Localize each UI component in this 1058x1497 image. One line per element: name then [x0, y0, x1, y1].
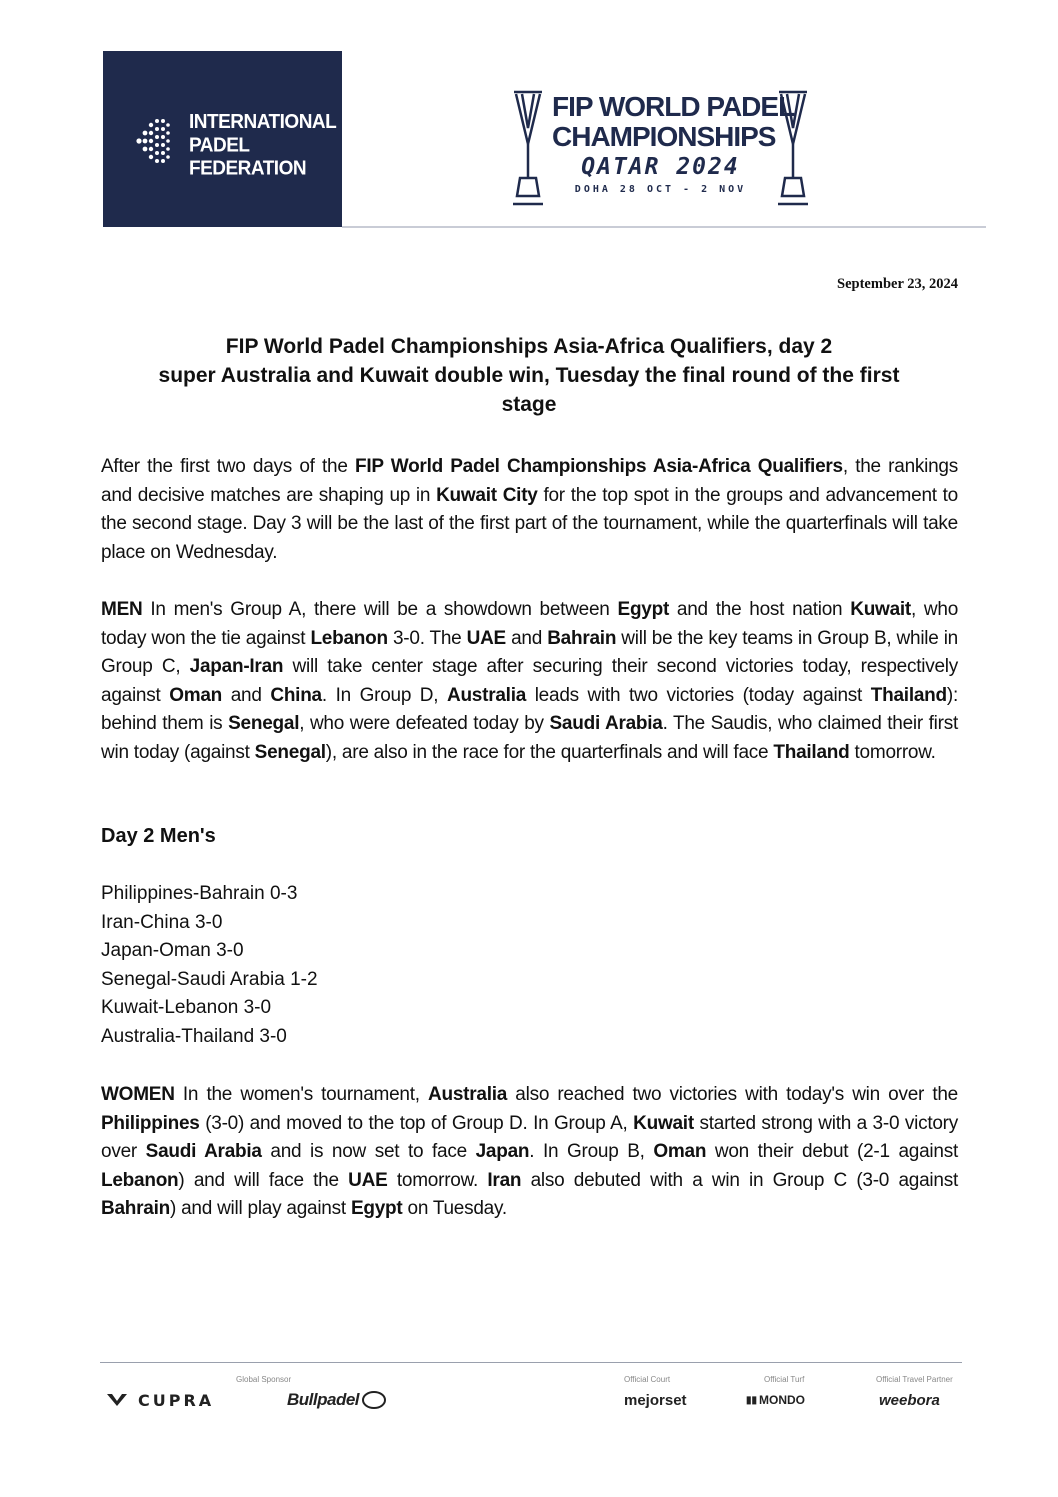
- bold-text-run: MEN: [101, 599, 143, 620]
- sponsor-caption: Official Travel Partner: [876, 1375, 953, 1384]
- text-run: ): behind them is: [101, 684, 958, 735]
- bold-text-run: Thailand: [773, 741, 850, 763]
- text-run: After the first two days of the: [101, 456, 355, 477]
- ipf-word-3: FEDERATION: [189, 157, 307, 180]
- text-run: and: [505, 627, 548, 649]
- championship-logo: [508, 88, 813, 214]
- text-run: for the top spot in the groups and advancement to the second stage. Day 3 will be the last of the first part of the tournament, while the quarterfinals will take place on Wednesday.: [101, 484, 958, 563]
- title-line-1: FIP World Padel Championships Asia-Africa Qualifiers, day 2: [225, 335, 833, 358]
- title-line-3: stage: [501, 393, 557, 416]
- bold-text-run: Egypt: [617, 599, 670, 620]
- text-run: , who today won the tie against: [101, 599, 959, 649]
- bold-text-run: Lebanon: [310, 627, 388, 649]
- bold-text-run: UAE: [466, 627, 506, 649]
- ipf-word-2: PADEL: [189, 134, 250, 157]
- text-run: In men's Group A, there will be a showdown between: [142, 599, 618, 620]
- bold-text-run: Philippines: [101, 1112, 200, 1134]
- result-item: Kuwait-Lebanon 3-0: [101, 997, 272, 1019]
- results-list: [101, 880, 318, 1052]
- cupra-emblem-icon: [106, 1393, 128, 1407]
- text-run: will take center stage after securing their second victories today, respectively against: [101, 656, 958, 706]
- mondo-logo: [746, 1388, 805, 1412]
- bold-text-run: Egypt: [350, 1198, 403, 1220]
- padel-ball-icon: [131, 111, 171, 171]
- text-run: tomorrow.: [387, 1169, 488, 1191]
- bold-text-run: Bahrain: [101, 1198, 170, 1220]
- bold-text-run: Australia: [446, 684, 527, 706]
- championship-line-1: FIP WORLD PADEL: [552, 91, 795, 122]
- bold-text-run: FIP World Padel Championships Asia-Africa Qualifiers: [354, 456, 843, 477]
- bold-text-run: Lebanon: [101, 1169, 179, 1191]
- weebora-logo: weebora: [879, 1391, 940, 1409]
- championship-title: [552, 91, 795, 198]
- trophy-icon: [508, 88, 548, 214]
- press-release-date: September 23, 2024: [837, 276, 958, 292]
- footer-divider: [100, 1362, 962, 1363]
- text-run: and the host nation: [669, 599, 851, 620]
- title-line-2: super Australia and Kuwait double win, Tuesday the final round of the first: [158, 364, 900, 387]
- bullpadel-logo: [287, 1388, 387, 1412]
- sponsor-caption: Official Turf: [764, 1375, 805, 1384]
- text-run: , who were defeated today by: [299, 713, 550, 735]
- cupra-wordmark: CUPRA: [138, 1390, 215, 1410]
- bold-text-run: Iran: [487, 1169, 522, 1191]
- press-release-title: [100, 332, 958, 419]
- bold-text-run: Australia: [428, 1084, 508, 1105]
- result-item: Australia-Thailand 3-0: [101, 1025, 287, 1047]
- intro-paragraph: [101, 453, 958, 567]
- mondo-wordmark: MONDO: [759, 1393, 806, 1407]
- day2-heading: Day 2 Men's: [101, 825, 216, 847]
- championship-line-2: CHAMPIONSHIPS: [552, 121, 776, 152]
- text-run: also debuted with a win in Group C (3-0 against: [521, 1169, 958, 1191]
- bold-text-run: Kuwait: [850, 599, 911, 620]
- bold-text-run: Saudi Arabia: [145, 1141, 262, 1163]
- text-run: (3-0) and moved to the top of Group D. In Group A,: [199, 1112, 634, 1134]
- championship-line-3: QATAR 2024: [581, 154, 740, 180]
- text-run: leads with two victories (today against: [526, 684, 871, 706]
- text-run: ) and will face the: [178, 1169, 349, 1191]
- text-run: In the women's tournament,: [174, 1084, 429, 1105]
- championship-line-4: DOHA 28 OCT - 2 NOV: [574, 184, 747, 195]
- text-run: on Tuesday.: [402, 1198, 507, 1220]
- text-run: . In Group B,: [529, 1141, 654, 1163]
- men-paragraph: [101, 596, 958, 768]
- bullpadel-emblem-icon: [361, 1390, 387, 1410]
- bold-text-run: WOMEN: [101, 1084, 175, 1105]
- bold-text-run: Kuwait: [633, 1112, 694, 1134]
- cupra-logo: [106, 1388, 214, 1412]
- trophy-icon: [773, 88, 813, 214]
- mejorset-logo: mejorset: [624, 1391, 687, 1409]
- result-item: Iran-China 3-0: [101, 911, 223, 933]
- text-run: won their debut (2-1 against: [706, 1141, 958, 1163]
- result-item: Japan-Oman 3-0: [101, 940, 244, 962]
- text-run: and: [222, 684, 271, 706]
- bold-text-run: Japan-Iran: [189, 656, 284, 678]
- text-run: started strong with a 3-0 victory over: [101, 1112, 958, 1163]
- text-run: ) and will play against: [170, 1198, 351, 1220]
- ipf-word-1: INTERNATIONAL: [189, 111, 337, 134]
- sponsor-caption: Global Sponsor: [236, 1375, 292, 1384]
- text-run: will be the key teams in Group B, while in Group C,: [101, 627, 958, 678]
- text-run: . The Saudis, who claimed their first win today (against: [101, 713, 958, 763]
- women-paragraph: [101, 1081, 958, 1224]
- text-run: and is now set to face: [261, 1141, 476, 1163]
- bold-text-run: UAE: [348, 1169, 388, 1191]
- ipf-wordmark: [189, 111, 336, 180]
- sponsor-caption: Official Court: [624, 1375, 671, 1384]
- bold-text-run: Japan: [475, 1141, 530, 1163]
- text-run: , the rankings and decisive matches are shaping up in: [101, 456, 958, 506]
- text-run: ), are also in the race for the quarterfinals and will face: [325, 741, 774, 763]
- text-run: also reached two victories with today's win over the: [507, 1084, 958, 1105]
- text-run: 3-0. The: [387, 627, 467, 649]
- header-divider: [342, 226, 986, 228]
- result-item: Senegal-Saudi Arabia 1-2: [101, 968, 318, 990]
- bold-text-run: Bahrain: [547, 627, 617, 649]
- result-item: Philippines-Bahrain 0-3: [101, 883, 298, 904]
- text-run: . In Group D,: [321, 684, 447, 706]
- bullpadel-wordmark: Bullpadel: [287, 1390, 360, 1409]
- mondo-bars-icon: ▮▮: [746, 1394, 758, 1406]
- bold-text-run: Senegal: [254, 741, 326, 763]
- bold-text-run: Kuwait City: [436, 484, 538, 506]
- ipf-logo: [103, 51, 342, 227]
- bold-text-run: Senegal: [228, 713, 300, 735]
- bold-text-run: China: [270, 684, 322, 706]
- bold-text-run: Oman: [653, 1141, 707, 1163]
- bold-text-run: Saudi Arabia: [549, 713, 663, 735]
- bold-text-run: Thailand: [870, 684, 947, 706]
- bold-text-run: Oman: [169, 684, 223, 706]
- text-run: tomorrow.: [849, 741, 936, 763]
